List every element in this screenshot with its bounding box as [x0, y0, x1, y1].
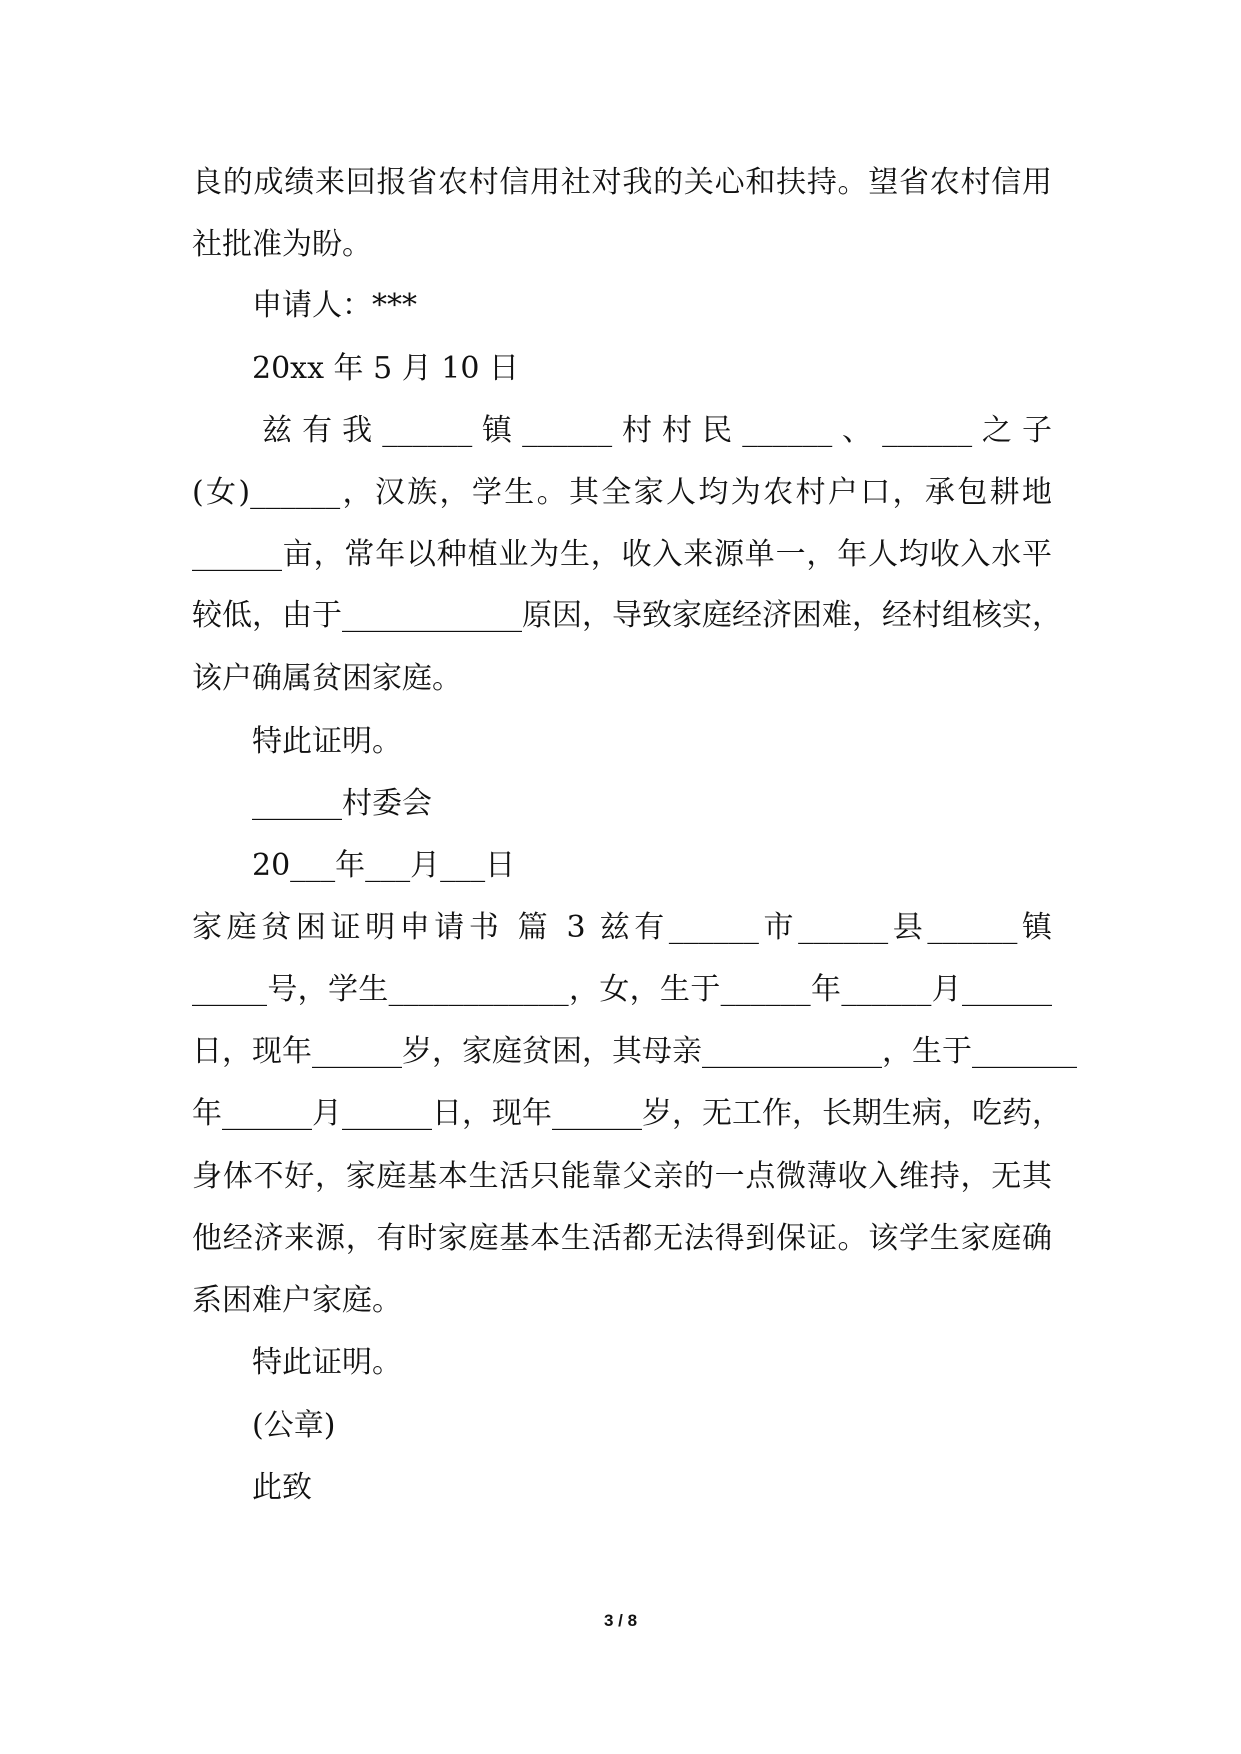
paragraph-line: 身体不好，家庭基本生活只能靠父亲的一点微薄收入维持，无其 — [192, 1159, 1052, 1194]
applicant-line: 申请人：*** — [252, 288, 417, 323]
paragraph-line: (女)______，汉族，学生。其全家人均为农村户口，承包耕地 — [192, 475, 1052, 510]
village-committee-line: ______村委会 — [252, 786, 432, 821]
section-heading-line: 家庭贫困证明申请书 篇 3 兹有______市______县______镇 — [192, 910, 1052, 945]
paragraph-line: 他经济来源，有时家庭基本生活都无法得到保证。该学生家庭确 — [192, 1221, 1052, 1256]
date-line: 20___年___月___日 — [252, 848, 516, 883]
paragraph-line: 年______月______日，现年______岁，无工作，长期生病，吃药， — [192, 1096, 1062, 1131]
paragraph-line: 较低，由于____________原因，导致家庭经济困难，经村组核实， — [192, 598, 1062, 633]
paragraph-line: 该户确属贫困家庭。 — [192, 661, 462, 696]
page-number: 3 / 8 — [603, 1611, 638, 1630]
paragraph-line: 良的成绩来回报省农村信用社对我的关心和扶持。望省农村信用 — [192, 165, 1052, 200]
closing-line: 特此证明。 — [252, 1345, 402, 1380]
date-line: 20xx 年 5 月 10 日 — [252, 351, 519, 386]
paragraph-line: ______亩，常年以种植业为生，收入来源单一，年人均收入水平 — [192, 537, 1052, 572]
paragraph-line: 兹 有 我 ______ 镇 ______ 村 村 民 ______ 、 ______ 之 子 — [262, 413, 1052, 448]
paragraph-line: 日，现年______岁，家庭贫困，其母亲____________，生于_______ — [192, 1034, 1077, 1069]
paragraph-line: 社批准为盼。 — [192, 227, 372, 262]
paragraph-line: 系困难户家庭。 — [192, 1283, 402, 1318]
closing-line: 特此证明。 — [252, 724, 402, 759]
paragraph-line: _____号，学生____________，女，生于______年______月______ — [192, 972, 1052, 1007]
seal-line: (公章) — [252, 1408, 336, 1443]
salutation-line: 此致 — [252, 1470, 312, 1505]
